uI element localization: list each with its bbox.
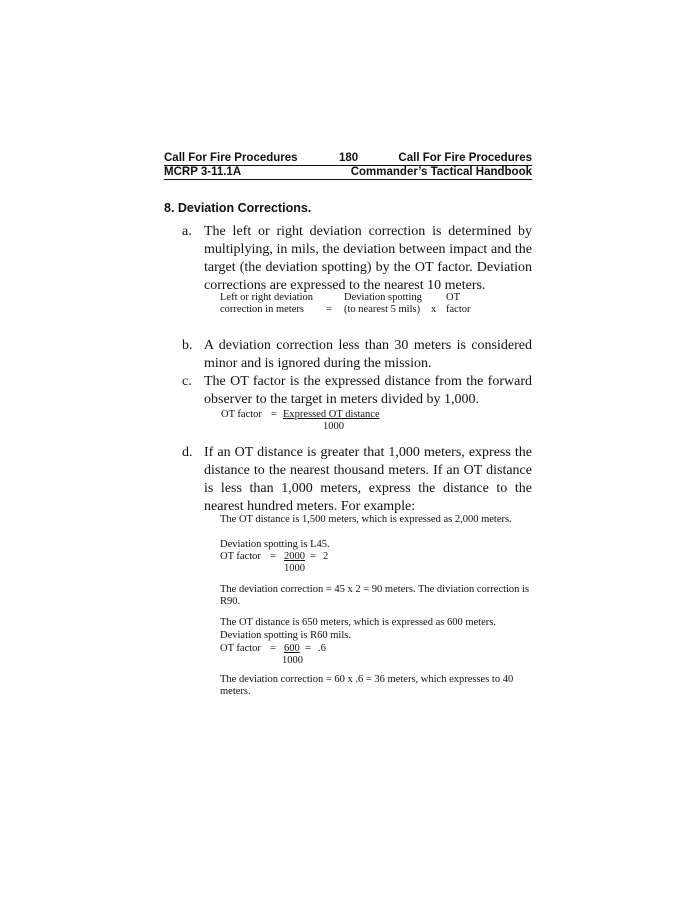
list-item-b [182, 337, 532, 373]
example-2-correction: The deviation correction = 60 x .6 = 36 meters, which expresses to 40 meters. [220, 674, 514, 697]
example-1-equals: = [270, 551, 276, 562]
list-item-label: d. [182, 445, 193, 460]
list-item-text: The left or right deviation correction is determined by multiplying, in mils, the deviation between impact and the target (the deviation spotting) by the OT factor. Deviation corrections are expressed to the nearest 10 meters. [204, 224, 532, 293]
header-rule-2 [164, 179, 532, 180]
list-item-d [182, 444, 532, 516]
section-title: 8. Deviation Corrections. [164, 201, 312, 215]
list-item-c [182, 373, 532, 409]
example-1-numerator: 2000 [284, 551, 305, 562]
list-item-text: If an OT distance is greater that 1,000 meters, express the distance to the nearest thousand meters. If an OT distance is less than 1,000 meters, express the distance to the nearest hundred meters. For example: [204, 445, 532, 514]
formula-term-factor: factor [446, 304, 471, 315]
list-item-label: a. [182, 224, 192, 239]
example-1-spotting: Deviation spotting is L45. [220, 539, 330, 550]
formula-term-deviation-correction: Left or right deviation [220, 292, 314, 303]
example-1-correction: The deviation correction = 45 x 2 = 90 meters. The diviation correction is R90. [220, 584, 530, 607]
example-2-distance: The OT distance is 650 meters, which is expressed as 600 meters. [220, 617, 496, 628]
formula-equals: = [326, 304, 332, 315]
formula-term-deviation-spotting-units: (to nearest 5 mils) [344, 304, 421, 315]
formula-denominator: 1000 [323, 421, 344, 432]
list-item-a [182, 223, 532, 295]
list-item-text: A deviation correction less than 30 meters is considered minor and is ignored during the mission. [204, 338, 532, 371]
list-item-text: The OT factor is the expressed distance from the forward observer to the target in meters divided by 1,000. [204, 374, 532, 407]
formula-term-ot: OT [446, 292, 460, 303]
list-item-label: c. [182, 374, 192, 389]
example-2-result: .6 [318, 643, 326, 654]
example-1-distance: The OT distance is 1,500 meters, which is expressed as 2,000 meters. [220, 514, 512, 525]
example-1-factor-lhs: OT factor [220, 551, 261, 562]
example-2-spotting: Deviation spotting is R60 mils. [220, 630, 351, 641]
example-2-equals: = [270, 643, 276, 654]
formula-term-deviation-spotting: Deviation spotting [344, 292, 422, 303]
header-chapter-left: Call For Fire Procedures [164, 152, 298, 164]
example-1-equals-2: = [310, 551, 316, 562]
example-2-equals-2: = [305, 643, 311, 654]
formula-times: x [431, 304, 437, 315]
example-1-result: 2 [323, 551, 329, 562]
formula-term-deviation-correction-units: correction in meters [220, 304, 304, 315]
formula-numerator: Expressed OT distance [283, 409, 380, 420]
formula-ot-factor-lhs: OT factor [221, 409, 262, 420]
header-chapter-right: Call For Fire Procedures [398, 152, 532, 164]
header-publication-id: MCRP 3-11.1A [164, 166, 242, 178]
example-1-denominator: 1000 [284, 563, 305, 574]
example-2-factor-lhs: OT factor [220, 643, 261, 654]
list-item-label: b. [182, 338, 193, 353]
header-handbook-title: Commander’s Tactical Handbook [350, 166, 532, 178]
page-number: 180 [339, 152, 359, 164]
formula-equals: = [271, 409, 277, 420]
example-2-denominator: 1000 [282, 655, 303, 666]
example-2-numerator: 600 [284, 643, 300, 654]
